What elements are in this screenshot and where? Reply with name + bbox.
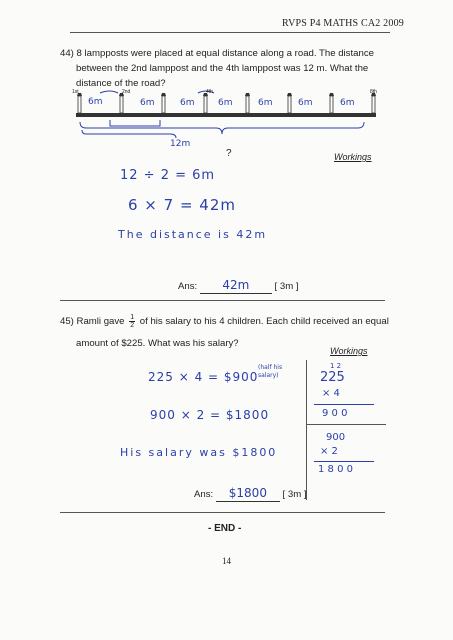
page-number: 14: [222, 556, 231, 566]
segment-label-4: 6m: [218, 98, 233, 108]
q44-ans-label: Ans:: [178, 281, 198, 292]
calc2-mult: × 2: [320, 446, 338, 457]
q44-marks: [ 3m ]: [274, 281, 299, 292]
segment-label-7: 6m: [340, 98, 355, 108]
q44-working-1: 12 ÷ 2 = 6m: [120, 168, 216, 183]
q45-line1-pre: 45) Ramli gave: [60, 316, 125, 328]
segment-label-1: 6m: [88, 97, 103, 107]
q45-answer-line: [194, 486, 307, 502]
question-divider: [60, 300, 385, 301]
q45-working-3: His salary was $1800: [120, 446, 278, 459]
calc2-result: 1 8 0 0: [318, 464, 353, 475]
end-label: - END -: [208, 523, 242, 534]
q45-working-2: 900 × 2 = $1800: [150, 408, 270, 422]
side-calculation: [306, 360, 386, 490]
segment-label-6: 6m: [298, 98, 313, 108]
lamppost-3: [161, 93, 166, 113]
lamppost-5: [245, 93, 250, 113]
q45-ans-label: Ans:: [194, 489, 214, 500]
post-label-8: 8th: [370, 89, 377, 95]
q45-working-note: (half his salary): [258, 364, 283, 379]
q44-answer-line: [178, 278, 299, 294]
q45-marks: [ 3m ]: [282, 489, 307, 500]
q45-line2: amount of $225. What was his salary?: [76, 338, 239, 349]
q44-line1: 44) 8 lampposts were placed at equal distance along a road. The distance: [60, 48, 374, 59]
q45-frac-num: 1: [130, 314, 135, 321]
post-label-2: 2nd: [122, 89, 131, 95]
header-rule: [70, 32, 390, 33]
question-mark: ?: [226, 148, 232, 159]
q44-working-2: 6 × 7 = 42m: [128, 196, 236, 214]
q45-fraction: [129, 314, 135, 329]
post-label-1: 1st: [72, 89, 79, 95]
q45-answer: $1800: [216, 486, 280, 502]
lamppost-8: [371, 93, 376, 113]
q45-line1: [60, 314, 389, 329]
q44-answer: 42m: [200, 278, 272, 294]
calc1-top: 225: [320, 370, 345, 385]
post-label-4: 4th: [206, 89, 213, 95]
lamppost-1: [77, 93, 82, 113]
segment-label-3: 6m: [180, 98, 195, 108]
segment-label-5: 6m: [258, 98, 273, 108]
carry-digits: 1 2: [330, 362, 342, 370]
brace-label: 12m: [170, 139, 191, 149]
page-header: RVPS P4 MATHS CA2 2009: [282, 18, 404, 29]
lamppost-7: [329, 93, 334, 113]
q44-line2: between the 2nd lamppost and the 4th lamppost was 12 m. What the: [76, 63, 369, 74]
q45-workings-label: Workings: [330, 346, 368, 356]
q45-working-1: 225 × 4 = $900: [148, 370, 259, 384]
q45-frac-den: 2: [130, 322, 135, 329]
calc1-mult: × 4: [322, 388, 340, 399]
calc1-result: 9 0 0: [322, 408, 348, 419]
q44-workings-label: Workings: [334, 152, 372, 162]
q44-working-3: The distance is 42m: [118, 228, 268, 241]
lamppost-2: [119, 93, 124, 113]
lamppost-6: [287, 93, 292, 113]
lamppost-4: [203, 93, 208, 113]
end-divider: [60, 512, 385, 513]
road: [76, 113, 376, 117]
segment-label-2: 6m: [140, 98, 155, 108]
q44-line3: distance of the road?: [76, 78, 166, 89]
calc2-top: 900: [326, 432, 346, 443]
workings-divider: [306, 360, 307, 500]
q45-line1-post: of his salary to his 4 children. Each child received an equal: [139, 316, 389, 328]
